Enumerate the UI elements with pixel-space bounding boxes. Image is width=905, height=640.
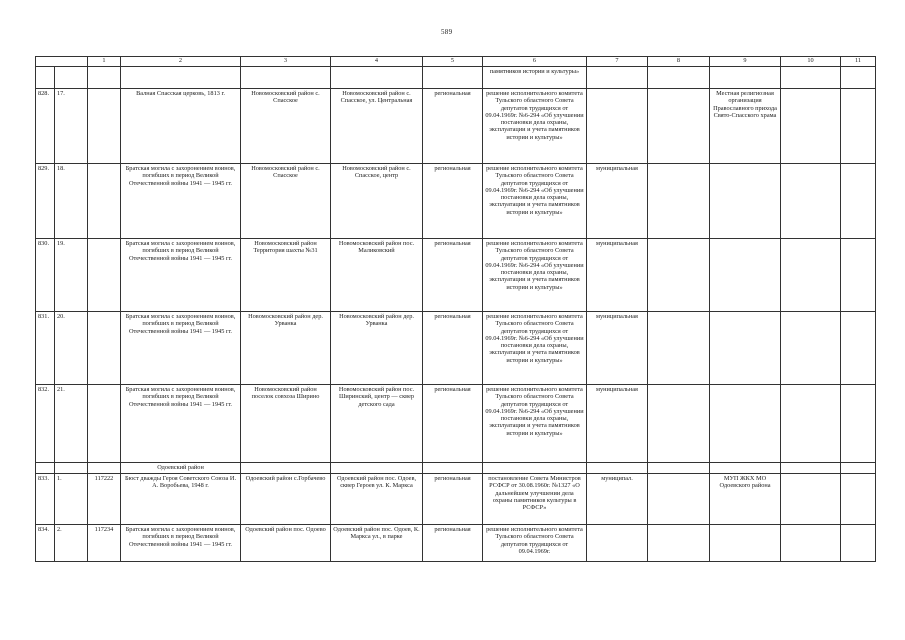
row-code: 117222 — [88, 474, 121, 525]
row-address: Одоевский район пос. Одоев, сквер Героев ул. К. Маркса — [331, 474, 423, 525]
row-name: Братская могила с захоронением воинов, погибших в период Великой Отечественной войны 1941 — 1945 гг. — [121, 312, 241, 385]
row-user: Местная религиозная организация Православного прихода Свято-Спасского храма — [710, 89, 781, 164]
row-num: 20. — [55, 312, 88, 385]
row-name: Братская могила с захоронением воинов, погибших в период Великой Отечественной войны 1941 — 1945 гг. — [121, 385, 241, 463]
row-seq: 834. — [36, 525, 55, 562]
row-col10 — [781, 89, 841, 164]
header-cell: 11 — [841, 57, 876, 67]
row-ownership — [587, 89, 648, 164]
table-cell — [423, 463, 483, 474]
row-seq: 833. — [36, 474, 55, 525]
row-address: Одоевский район пос. Одоев, К. Маркса ул., в парке — [331, 525, 423, 562]
row-col10 — [781, 385, 841, 463]
row-category: региональная — [423, 525, 483, 562]
table-cell — [483, 463, 587, 474]
row-address: Новомосковский район с. Спасское, центр — [331, 164, 423, 239]
row-name: Братская могила с захоронением воинов, погибших в период Великой Отечественной войны 1941 — 1945 гг. — [121, 164, 241, 239]
table-row — [36, 525, 876, 562]
page-number: 589 — [441, 28, 453, 36]
row-ownership: муниципальная — [587, 312, 648, 385]
row-num: 2. — [55, 525, 88, 562]
row-decision: постановление Совета Министров РСФСР от 30.08.1960г. №1327 «О дальнейшем улучшении дела охраны памятников культуры в РСФСР» — [483, 474, 587, 525]
row-ownership: муниципальная — [587, 164, 648, 239]
table-cell — [88, 67, 121, 89]
row-col11 — [841, 89, 876, 164]
row-seq: 832. — [36, 385, 55, 463]
table-cell — [841, 67, 876, 89]
row-code: 117234 — [88, 525, 121, 562]
row-num: 19. — [55, 239, 88, 312]
row-col8 — [648, 164, 710, 239]
table-cell — [710, 463, 781, 474]
row-location: Одоевский район с.Горбачево — [241, 474, 331, 525]
table-cell — [781, 463, 841, 474]
row-col11 — [841, 164, 876, 239]
table-row — [36, 164, 876, 239]
header-cell — [36, 57, 88, 67]
table-cell — [423, 67, 483, 89]
table-cell — [841, 463, 876, 474]
row-col11 — [841, 525, 876, 562]
row-col8 — [648, 525, 710, 562]
row-location: Новомосковский район Территория шахты №31 — [241, 239, 331, 312]
table-cell — [241, 463, 331, 474]
header-cell: 2 — [121, 57, 241, 67]
row-decision: решение исполнительного комитета Тульского областного Совета депутатов трудящихся от 09.04.1969г. №6-294 «Об улучшении постановки дела охраны, эксплуатации и учета памятников истории и культуры» — [483, 89, 587, 164]
row-col11 — [841, 312, 876, 385]
row-col8 — [648, 312, 710, 385]
table-cell — [331, 463, 423, 474]
table-row — [36, 89, 876, 164]
row-col8 — [648, 239, 710, 312]
row-decision: решение исполнительного комитета Тульского областного Совета депутатов трудящихся от 09.04.1969г. №6-294 «Об улучшении постановки дела охраны, эксплуатации и учета памятников истории и культуры» — [483, 312, 587, 385]
row-location: Одоевский район пос. Одоево — [241, 525, 331, 562]
row-name: Бюст дважды Героя Советского Союза И. А. Воробьева, 1948 г. — [121, 474, 241, 525]
row-decision: решение исполнительного комитета Тульского областного Совета депутатов трудящихся от 09.04.1969г. №6-294 «Об улучшении постановки дела охраны, эксплуатации и учета памятников истории и культуры» — [483, 239, 587, 312]
table-row-continuation — [36, 67, 876, 89]
row-seq: 828. — [36, 89, 55, 164]
row-name: Валная Спасская церковь, 1813 г. — [121, 89, 241, 164]
row-num: 17. — [55, 89, 88, 164]
row-location: Новомосковский район с. Спасское — [241, 164, 331, 239]
row-decision: решение исполнительного комитета Тульского областного Совета депутатов трудящихся от 09.04.1969г. — [483, 525, 587, 562]
row-code — [88, 385, 121, 463]
table-cell — [88, 463, 121, 474]
header-cell: 5 — [423, 57, 483, 67]
header-cell: 3 — [241, 57, 331, 67]
row-address: Новомосковский район дер. Урванка — [331, 312, 423, 385]
table-cell — [121, 67, 241, 89]
row-category: региональная — [423, 164, 483, 239]
row-col8 — [648, 89, 710, 164]
row-ownership: муниципальная — [587, 239, 648, 312]
row-user — [710, 239, 781, 312]
table-cell — [55, 463, 88, 474]
table-cell — [241, 67, 331, 89]
row-location: Новомосковский район поселок совхоза Ширино — [241, 385, 331, 463]
row-user — [710, 525, 781, 562]
row-col10 — [781, 239, 841, 312]
table-cell — [648, 463, 710, 474]
row-seq: 830. — [36, 239, 55, 312]
header-cell: 6 — [483, 57, 587, 67]
row-seq: 829. — [36, 164, 55, 239]
header-cell: 8 — [648, 57, 710, 67]
row-name: Братская могила с захоронением воинов, погибших в период Великой Отечественной войны 1941 — 1945 гг. — [121, 525, 241, 562]
row-col11 — [841, 239, 876, 312]
row-col8 — [648, 474, 710, 525]
table-cell — [587, 463, 648, 474]
row-name: Братская могила с захоронением воинов, погибших в период Великой Отечественной войны 1941 — 1945 гг. — [121, 239, 241, 312]
row-ownership: муниципал. — [587, 474, 648, 525]
table-cell — [55, 67, 88, 89]
table-row — [36, 312, 876, 385]
row-category: региональная — [423, 239, 483, 312]
row-col10 — [781, 312, 841, 385]
table-row — [36, 385, 876, 463]
row-user — [710, 312, 781, 385]
row-category: региональная — [423, 474, 483, 525]
header-cell: 4 — [331, 57, 423, 67]
row-col10 — [781, 164, 841, 239]
row-address: Новомосковский район с. Спасское, ул. Центральная — [331, 89, 423, 164]
table-row — [36, 239, 876, 312]
district-row — [36, 463, 876, 474]
table-cell — [648, 67, 710, 89]
row-num: 1. — [55, 474, 88, 525]
header-cell: 9 — [710, 57, 781, 67]
header-cell: 10 — [781, 57, 841, 67]
row-code — [88, 89, 121, 164]
table-cell — [587, 67, 648, 89]
row-num: 18. — [55, 164, 88, 239]
row-ownership — [587, 525, 648, 562]
row-category: региональная — [423, 312, 483, 385]
monuments-table — [35, 56, 876, 562]
row-code — [88, 239, 121, 312]
row-user: МУП ЖКХ МО Одоевского района — [710, 474, 781, 525]
table-cell — [710, 67, 781, 89]
row-category: региональная — [423, 89, 483, 164]
row-seq: 831. — [36, 312, 55, 385]
row-location: Новомосковский район дер. Урванка — [241, 312, 331, 385]
row-col8 — [648, 385, 710, 463]
table-row — [36, 474, 876, 525]
row-col11 — [841, 385, 876, 463]
row-col10 — [781, 525, 841, 562]
table-cell — [781, 67, 841, 89]
row-category: региональная — [423, 385, 483, 463]
row-code — [88, 312, 121, 385]
row-address: Новомосковский район пос. Ширинский, центр — сквер детского сада — [331, 385, 423, 463]
row-decision: решение исполнительного комитета Тульского областного Совета депутатов трудящихся от 09.04.1969г. №6-294 «Об улучшении постановки дела охраны, эксплуатации и учета памятников истории и культуры» — [483, 164, 587, 239]
header-row — [36, 57, 876, 67]
row-ownership: муниципальная — [587, 385, 648, 463]
table-cell — [331, 67, 423, 89]
header-cell: 1 — [88, 57, 121, 67]
row-code — [88, 164, 121, 239]
district-heading: Одоевский район — [121, 463, 241, 474]
table-cell: памятников истории и культуры» — [483, 67, 587, 89]
row-col11 — [841, 474, 876, 525]
header-cell: 7 — [587, 57, 648, 67]
row-user — [710, 385, 781, 463]
row-location: Новомосковский район с. Спасское — [241, 89, 331, 164]
row-address: Новомосковский район пос. Маликовский — [331, 239, 423, 312]
table-cell — [36, 67, 55, 89]
row-col10 — [781, 474, 841, 525]
table-cell — [36, 463, 55, 474]
row-decision: решение исполнительного комитета Тульского областного Совета депутатов трудящихся от 09.04.1969г. №6-294 «Об улучшении постановки дела охраны, эксплуатации и учета памятников истории и культуры» — [483, 385, 587, 463]
row-user — [710, 164, 781, 239]
row-num: 21. — [55, 385, 88, 463]
